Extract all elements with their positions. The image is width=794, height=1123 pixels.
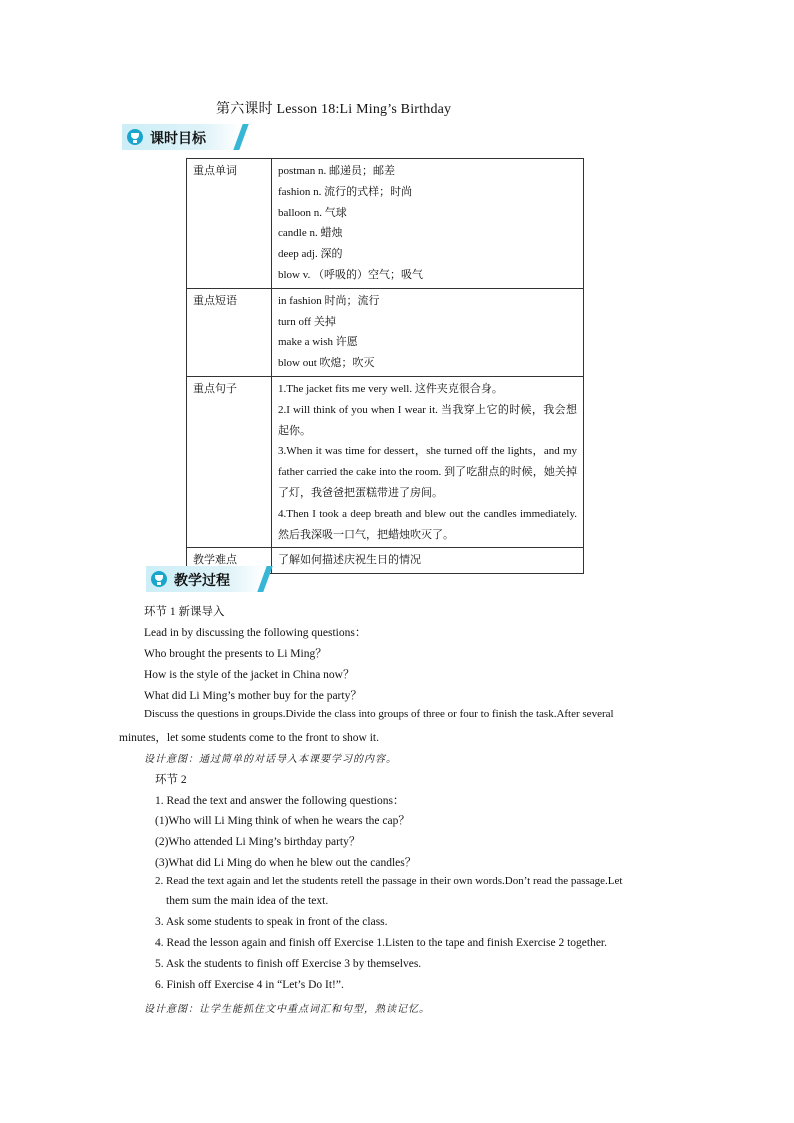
row-content (272, 288, 584, 376)
step-title: 环节 2 (155, 774, 187, 786)
list-item: 6. Finish off Exercise 4 in “Let’s Do It!”. (155, 979, 344, 991)
row-header: 教学难点 (187, 548, 272, 574)
list-item: turn off 关掉 (278, 315, 336, 328)
list-item: blow v. （呼吸的）空气；吸气 (278, 268, 424, 281)
list-item: them sum the main idea of the text. (166, 895, 329, 907)
list-item: in fashion 时尚；流行 (278, 294, 380, 307)
trophy-icon (151, 571, 167, 587)
paragraph: minutes，let some students come to the front to show it. (119, 732, 379, 744)
list-item: postman n. 邮递员；邮差 (278, 165, 396, 177)
table-row (187, 376, 584, 547)
section-banner-process (146, 566, 270, 592)
row-content (272, 376, 584, 547)
section-label: 课时目标 (150, 131, 206, 147)
list-item: (2)Who attended Li Ming’s birthday party？ (155, 836, 361, 848)
design-intent-note: 设计意图：让学生能抓住文中重点词汇和句型，熟读记忆。 (144, 1004, 430, 1015)
list-item: 2. Read the text again and let the students retell the passage in their own words.Don’t read the passage.Let (155, 875, 623, 887)
list-item: blow out 吹熄；吹灭 (278, 357, 375, 370)
objectives-table (186, 158, 584, 574)
list-item: fashion n. 流行的式样；时尚 (278, 185, 413, 198)
table-row (187, 288, 584, 376)
section-banner-objectives (122, 124, 246, 150)
list-item: balloon n. 气球 (278, 206, 347, 219)
row-header: 重点短语 (187, 288, 272, 376)
step-title: 环节 1 新课导入 (144, 606, 225, 618)
section-label: 教学过程 (174, 573, 230, 589)
list-item: 3.When it was time for dessert，she turned off the lights，and my father carried the cake into the room. 到了吃甜点的时候，她关掉了灯，我爸爸把蛋糕带进了房间。 (278, 445, 577, 499)
paragraph: Discuss the questions in groups.Divide the class into groups of three or four to finish the task.After several (144, 708, 614, 720)
row-content (272, 159, 584, 289)
list-item: 5. Ask the students to finish off Exercise 3 by themselves. (155, 958, 422, 970)
question: Who brought the presents to Li Ming？ (144, 648, 327, 660)
list-item: 2.I will think of you when I wear it. 当我穿上它的时候，我会想起你。 (278, 403, 577, 437)
list-item: make a wish 许愿 (278, 336, 358, 349)
list-item: 1. Read the text and answer the following questions： (155, 795, 405, 807)
list-item: 1.The jacket fits me very well. 这件夹克很合身。 (278, 382, 503, 395)
question: What did Li Ming’s mother buy for the party？ (144, 690, 362, 702)
row-header: 重点单词 (187, 159, 272, 289)
list-item: (3)What did Li Ming do when he blew out the candles？ (155, 857, 417, 869)
list-item: 了解如何描述庆祝生日的情况 (278, 554, 421, 567)
paragraph: Lead in by discussing the following questions： (144, 627, 367, 639)
list-item: deep adj. 深的 (278, 248, 343, 261)
table-row (187, 159, 584, 289)
design-intent-note: 设计意图：通过简单的对话导入本课要学习的内容。 (144, 754, 397, 765)
trophy-icon (127, 129, 143, 145)
page-title: 第六课时 Lesson 18:Li Ming’s Birthday (216, 102, 452, 117)
list-item: 4. Read the lesson again and finish off Exercise 1.Listen to the tape and finish Exercise 2 together. (155, 937, 607, 949)
row-header: 重点句子 (187, 376, 272, 547)
list-item: candle n. 蜡烛 (278, 227, 343, 240)
question: How is the style of the jacket in China now？ (144, 669, 355, 681)
list-item: (1)Who will Li Ming think of when he wears the cap？ (155, 815, 410, 827)
row-content (272, 548, 584, 574)
list-item: 3. Ask some students to speak in front of the class. (155, 916, 388, 928)
list-item: 4.Then I took a deep breath and blew out the candles immediately. 然后我深吸一口气，把蜡烛吹灭了。 (278, 507, 577, 541)
